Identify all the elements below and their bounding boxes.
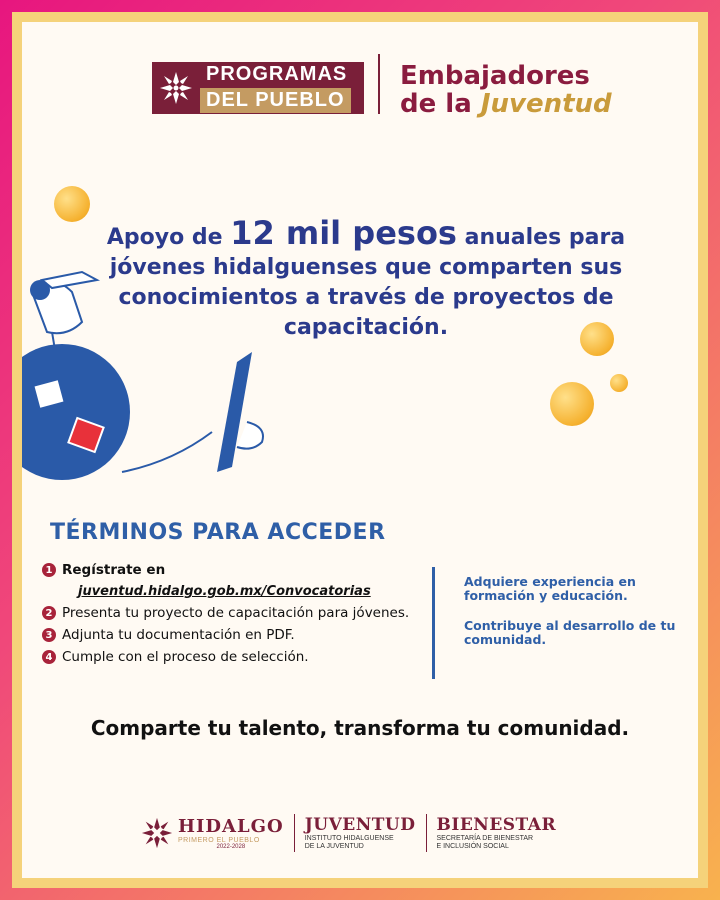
term-label: Presenta tu proyecto de capacitación para jóvenes. [62,605,410,621]
terms-list [42,562,442,671]
bienestar-sub1: SECRETARÍA DE BIENESTAR [436,835,534,842]
term-item [42,649,442,665]
footer-divider [426,814,427,852]
step-number: 1 [42,563,56,577]
embajadores-text: Embajadores [400,61,590,91]
hidalgo-logo [140,816,284,850]
hidalgo-years: 2022-2028 [216,844,246,850]
juventud-text: Juventud [480,89,612,119]
programas-del-pueblo-logo [152,62,364,114]
benefits [464,575,684,663]
de-la-text: de la [400,89,481,119]
term-label: Adjunta tu documentación en PDF. [62,627,295,643]
term-label: Cumple con el proceso de selección. [62,649,309,665]
flower-icon [140,816,174,850]
juventud-sub1: INSTITUTO HIDALGUENSE [304,835,394,842]
coin-icon [54,186,90,222]
term-item [42,605,442,621]
footer-logos [140,814,556,852]
hidalgo-subtitle: PRIMERO EL PUEBLO [178,837,260,844]
programas-text: PROGRAMAS [206,63,348,85]
term-item [42,562,442,599]
flower-icon [152,62,200,114]
juventud-logo [305,815,416,851]
tagline: Comparte tu talento, transforma tu comunidad. [90,716,630,740]
terms-divider [432,567,435,679]
terms-title: TÉRMINOS PARA ACCEDER [50,520,386,545]
bienestar-title: BIENESTAR [436,815,557,835]
footer-divider [294,814,295,852]
step-number: 4 [42,650,56,664]
juventud-title: JUVENTUD [304,815,416,835]
benefit-item: Adquiere experiencia en formación y educación. [464,574,636,603]
benefit-item: Contribuye al desarrollo de tu comunidad. [464,618,676,647]
step-number: 3 [42,628,56,642]
headline-amount: 12 mil pesos [230,214,457,252]
poster [22,22,698,878]
term-label: Regístrate en [62,562,166,578]
term-item [42,627,442,643]
step-number: 2 [42,606,56,620]
bienestar-sub2: E INCLUSIÓN SOCIAL [436,843,509,850]
registration-link[interactable]: juventud.hidalgo.gob.mx/Convocatorias [78,584,371,599]
bienestar-logo [437,815,557,851]
headline-part1: Apoyo de [106,225,231,250]
juventud-sub2: DE LA JUVENTUD [304,843,364,850]
headline-part2: anuales para jóvenes hidalguenses que comparten sus conocimientos a través de proyectos de capacitación. [109,225,626,340]
hidalgo-text: HIDALGO [178,816,284,837]
embajadores-logo [400,62,612,118]
header-divider [378,54,380,114]
del-pueblo-text: DEL PUEBLO [200,88,351,113]
coin-icon [550,382,594,426]
coin-icon [610,374,628,392]
headline [106,214,626,343]
